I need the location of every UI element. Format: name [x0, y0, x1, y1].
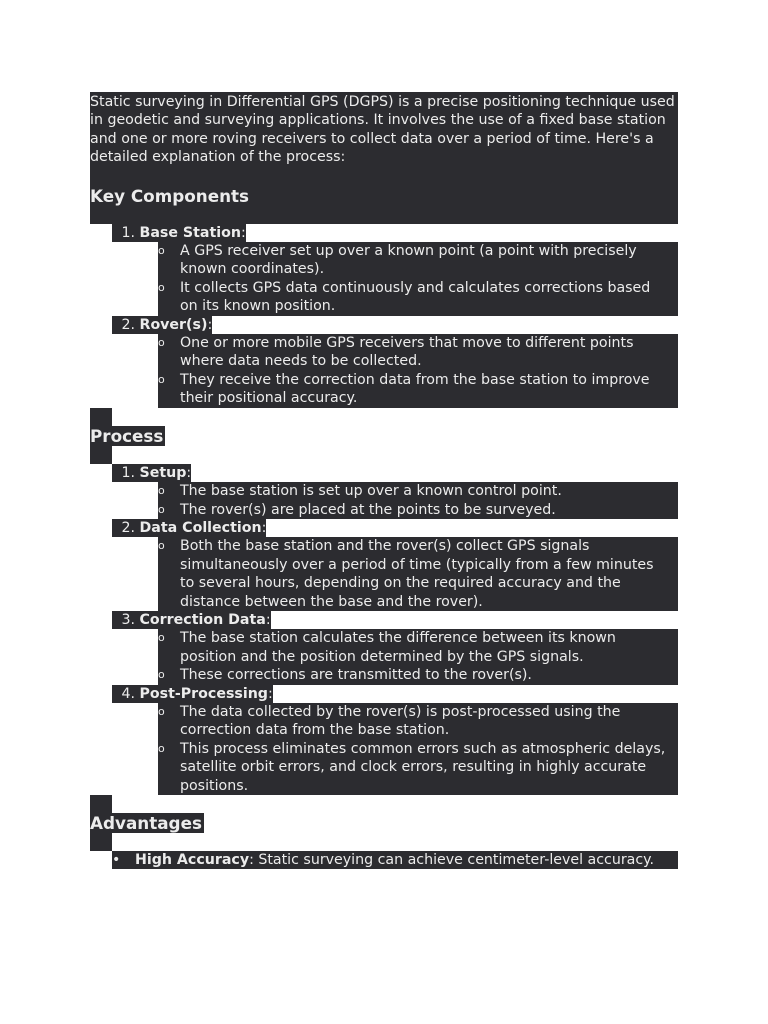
sub-list-item: [158, 537, 678, 611]
sub-list-item: [158, 334, 678, 371]
circle-bullet-icon: o: [158, 484, 165, 498]
sub-list-item: [158, 279, 678, 316]
sub-list: [158, 482, 678, 519]
sub-list-item: [158, 501, 678, 519]
section-heading-text: Advantages: [90, 813, 202, 833]
numbered-list: [112, 464, 678, 795]
list-item-label: [112, 519, 266, 537]
section-process: [90, 408, 678, 795]
circle-bullet-icon: o: [158, 668, 165, 682]
list-item-label: [112, 224, 246, 242]
circle-bullet-icon: o: [158, 539, 165, 553]
sub-list-text: The rover(s) are placed at the points to be surveyed.: [180, 501, 556, 518]
list-item-title-bold: Post-Processing: [139, 685, 268, 702]
list-item: [112, 611, 678, 685]
circle-bullet-icon: o: [158, 372, 165, 386]
sub-list-text: These corrections are transmitted to the rover(s).: [180, 667, 532, 684]
sub-list-container: [112, 334, 678, 408]
list-item-title-bold: Base Station: [139, 224, 241, 241]
list-item-colon: :: [186, 464, 192, 481]
section-heading: [90, 408, 164, 464]
circle-bullet-icon: o: [158, 741, 165, 755]
sub-list-item: [158, 629, 678, 666]
list-item-colon: :: [240, 224, 246, 241]
bullet-icon: •: [112, 852, 121, 868]
sub-list-item: [158, 666, 678, 684]
list-marker: 4.: [121, 685, 135, 702]
list-marker: 2.: [121, 519, 135, 536]
section-heading: [90, 168, 678, 224]
sub-list-text: This process eliminates common errors such as atmospheric delays, satellite orbit errors, and clock errors, resulting in highly accurate positions.: [180, 740, 666, 794]
circle-bullet-icon: o: [158, 631, 165, 645]
list-item-title-bold: Data Collection: [139, 519, 262, 536]
section-body: [112, 464, 678, 795]
sub-list-wrap: [158, 334, 678, 408]
list-item-title: [135, 611, 271, 629]
sub-list: [158, 242, 678, 316]
list-item-title-bold: Rover(s): [139, 316, 208, 333]
list-item-colon: :: [265, 611, 271, 628]
circle-bullet-icon: o: [158, 244, 165, 258]
list-item-title: [135, 519, 266, 537]
sub-list-text: Both the base station and the rover(s) collect GPS signals simultaneously over a period of time (typically from a few minutes to several hours, depending on the required accuracy and the distance between the base and the rover).: [180, 538, 654, 610]
sub-list: [158, 703, 678, 795]
section-heading-text: Key Components: [90, 185, 250, 206]
list-item: [112, 519, 678, 611]
sub-list-wrap: [158, 242, 678, 316]
list-item-colon: :: [267, 685, 273, 702]
sub-list-item: [158, 242, 678, 279]
bullet-title: High Accuracy: [135, 852, 250, 868]
sub-list-text: It collects GPS data continuously and calculates corrections based on its known position.: [180, 279, 651, 315]
list-item-title: [135, 316, 212, 334]
sub-list-text: They receive the correction data from the base station to improve their positional accuracy.: [180, 371, 650, 407]
list-item-title-bold: Setup: [139, 464, 187, 481]
list-item-title: [135, 685, 273, 703]
sub-list-container: [112, 629, 678, 684]
list-marker: 1.: [121, 464, 135, 481]
sub-list: [158, 334, 678, 408]
sub-list-container: [112, 537, 678, 611]
list-item-title: [135, 464, 191, 482]
section-body: [112, 224, 678, 408]
sub-list-text: A GPS receiver set up over a known point (a point with precisely known coordinates).: [180, 243, 637, 278]
list-item: [112, 685, 678, 795]
intro-paragraph: Static surveying in Differential GPS (DGPS) is a precise positioning technique used in geodetic and surveying applications. It involves the use of a fixed base station and one or more roving receivers to collect data over a period of time. Here's a detailed explanation of the process:: [90, 94, 675, 166]
section-heading-text: Process: [90, 425, 164, 446]
list-marker: 1.: [121, 224, 135, 241]
bullet-text: [135, 851, 678, 869]
list-item-label: [112, 316, 212, 334]
sub-list-item: [158, 703, 678, 740]
sub-list-item: [158, 740, 678, 795]
list-item: [112, 464, 678, 519]
list-item-label: [112, 611, 271, 629]
list-item-label: [112, 685, 273, 703]
bullet-body: : Static surveying can achieve centimeter-level accuracy.: [249, 852, 655, 868]
circle-bullet-icon: o: [158, 502, 165, 516]
circle-bullet-icon: o: [158, 336, 165, 350]
sub-list-container: [112, 242, 678, 316]
list-item-colon: :: [207, 316, 213, 333]
sub-list: [158, 629, 678, 684]
sub-list-wrap: [158, 537, 678, 611]
bullet-item: [112, 851, 678, 869]
sub-list-wrap: [158, 703, 678, 795]
sub-list-text: The base station calculates the difference between its known position and the position determined by the GPS signals.: [180, 630, 616, 665]
list-item-title-bold: Correction Data: [139, 611, 266, 628]
sub-list-text: The data collected by the rover(s) is post-processed using the correction data from the base station.: [180, 703, 621, 739]
list-marker: 3.: [121, 611, 135, 628]
list-marker: 2.: [121, 316, 135, 333]
sub-list-container: [112, 703, 678, 795]
circle-bullet-icon: o: [158, 280, 165, 294]
intro-block: [90, 92, 678, 168]
list-item-title: [135, 224, 246, 242]
sub-list-wrap: [158, 629, 678, 684]
numbered-list: [112, 224, 678, 408]
list-item-colon: :: [261, 519, 267, 536]
list-item: [112, 316, 678, 408]
document: [90, 92, 678, 869]
sub-list-item: [158, 371, 678, 408]
sub-list-container: [112, 482, 678, 519]
sub-list-text: The base station is set up over a known control point.: [180, 483, 562, 500]
sub-list-text: One or more mobile GPS receivers that move to different points where data needs to be collected.: [180, 335, 634, 370]
section-heading: [90, 795, 202, 851]
section-key-components: [90, 168, 678, 408]
sub-list-item: [158, 482, 678, 500]
section-advantages: [90, 795, 678, 869]
sub-list: [158, 537, 678, 611]
list-item-label: [112, 464, 191, 482]
list-item: [112, 224, 678, 316]
section-body: [112, 851, 678, 869]
circle-bullet-icon: o: [158, 704, 165, 718]
bullet-list: [112, 851, 678, 869]
sub-list-wrap: [158, 482, 678, 519]
